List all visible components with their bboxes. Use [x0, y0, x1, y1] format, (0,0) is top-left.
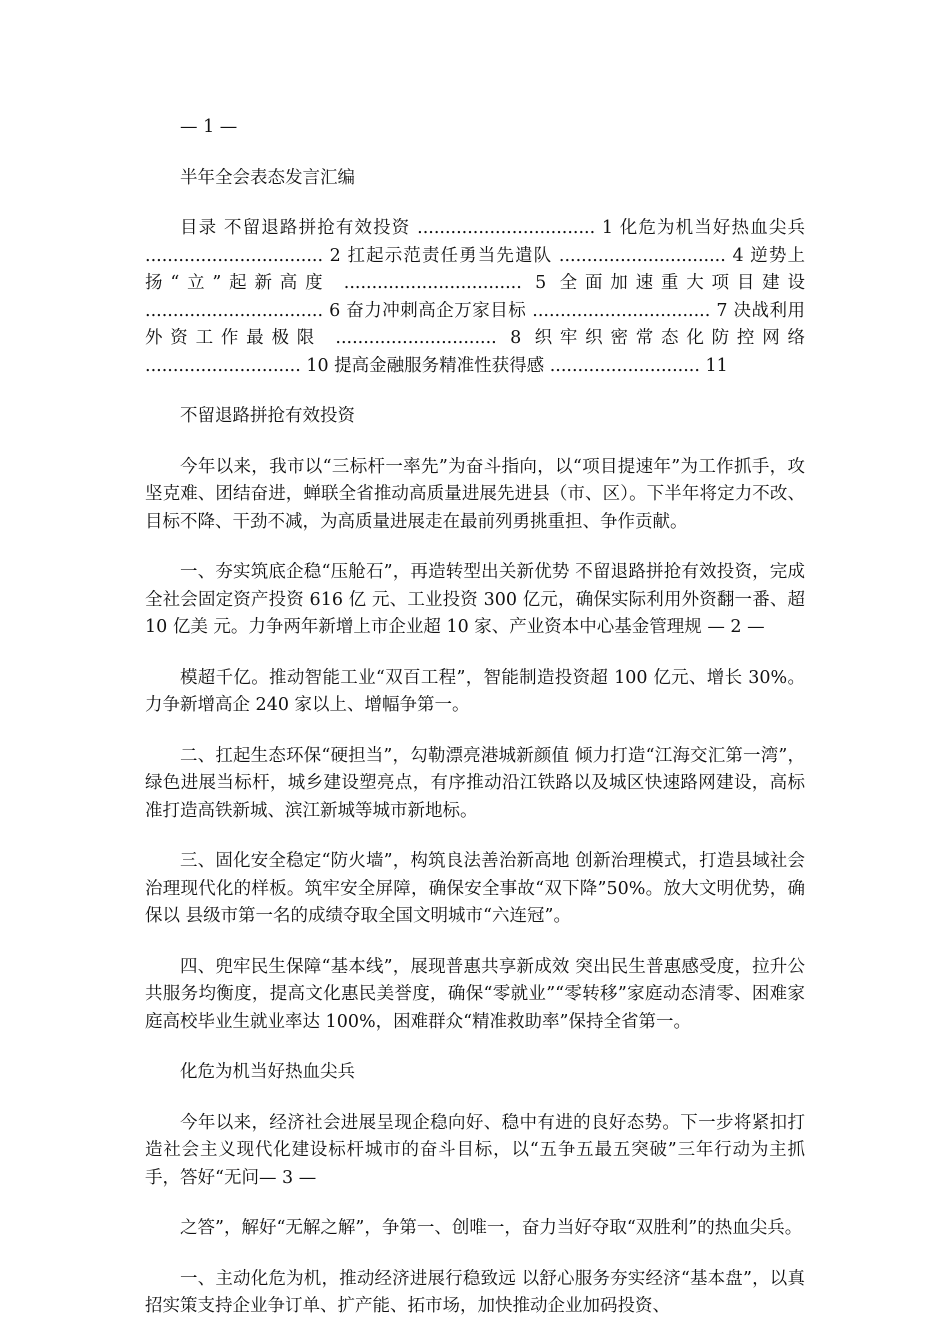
- section-heading: 不留退路拼抢有效投资: [180, 406, 355, 426]
- document-body: [145, 114, 805, 1344]
- body-paragraph: 今年以来，我市以“三标杆一率先”为奋斗指向，以“项目提速年”为工作抓手，攻坚克难、团结奋进，蝉联全省推动高质量进展先进县（市、区）。下半年将定力不改、目标不降、干劲不减，为高质量进展走在最前列勇挑重担、争作贡献。: [145, 456, 805, 532]
- body-paragraph: 三、固化安全稳定“防火墙”，构筑良法善治新高地 创新治理模式，打造县域社会治理现代化的样板。筑牢安全屏障，确保安全事故“双下降”50%。放大文明优势，确保以 县级市第一名的成绩夺取全国文明城市“六连冠”。: [145, 851, 805, 926]
- page-number: — 1 —: [180, 117, 238, 137]
- table-of-contents: 目录 不留退路拼抢有效投资 ................................ 1 化危为机当好热血尖兵 ................................ 2 扛起示范责任勇当先遣队 .............................. 4 逆势上扬“立”起新高度 ................................ 5 全面加速重大项目建设 ................................ 6 奋力冲刺高企万家目标 ................................ 7 决战利用外资工作最极限 ............................. 8 织牢织密常态化防控网络 ............................ 10 提高金融服务精准性获得感 ........................... 11: [145, 218, 805, 376]
- body-paragraph: 二、扛起生态环保“硬担当”，勾勒漂亮港城新颜值 倾力打造“江海交汇第一湾”，绿色进展当标杆，城乡建设塑亮点，有序推动沿江铁路以及城区快速路网建设，高标准打造高铁新城、滨江新城等城市新地标。: [145, 745, 805, 821]
- body-paragraph: 今年以来，经济社会进展呈现企稳向好、稳中有进的良好态势。下一步将紧扣打造社会主义现代化建设标杆城市的奋斗目标，以“五争五最五突破”三年行动为主抓手，答好“无问— 3 —: [145, 1112, 805, 1188]
- section-heading: 化危为机当好热血尖兵: [180, 1062, 355, 1082]
- document-title: 半年全会表态发言汇编: [180, 167, 355, 188]
- body-paragraph: 四、兜牢民生保障“基本线”，展现普惠共享新成效 突出民生普惠感受度，拉升公共服务均衡度，提高文化惠民美誉度，确保“零就业”“零转移”家庭动态清零、困难家庭高校毕业生就业率达 100%，困难群众“精准救助率”保持全省第一。: [145, 956, 805, 1032]
- body-paragraph: 模超千亿。推动智能工业“双百工程”，智能制造投资超 100 亿元、增长 30%。力争新增高企 240 家以上、增幅争第一。: [145, 667, 805, 715]
- body-paragraph: 一、夯实筑底企稳“压舱石”，再造转型出关新优势 不留退路拼抢有效投资，完成全社会固定资产投资 616 亿 元、工业投资 300 亿元，确保实际利用外资翻一番、超 10 亿美 元。力争两年新增上市企业超 10 家、产业资本中心基金管理规 — 2 —: [145, 562, 805, 637]
- body-paragraph: 之答”，解好“无解之解”，争第一、创唯一，奋力当好夺取“双胜利”的热血尖兵。: [180, 1218, 803, 1238]
- body-paragraph: 一、主动化危为机，推动经济进展行稳致远 以舒心服务夯实经济“基本盘”，以真招实策支持企业争订单、扩产能、拓市场，加快推动企业加码投资、: [145, 1268, 805, 1316]
